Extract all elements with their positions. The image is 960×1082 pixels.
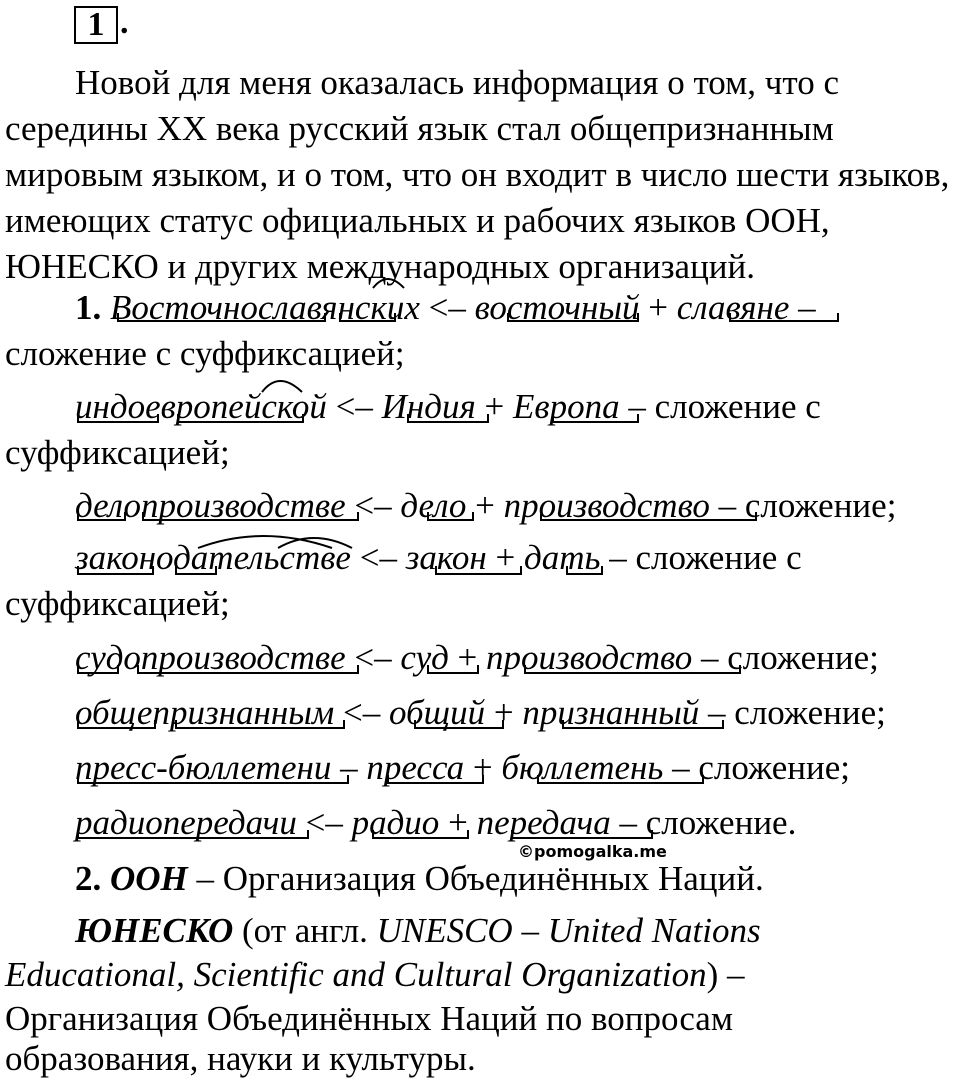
root-mark (512, 830, 652, 838)
item-continuation: сложение с суффиксацией; (5, 334, 405, 373)
unesco-def2: образования, науки и культуры. (5, 1039, 476, 1078)
tail: – сложение с (628, 387, 821, 426)
word-part2: дать (524, 538, 601, 577)
root-mark (176, 720, 344, 728)
root-mark (428, 665, 478, 673)
root-mark (563, 720, 723, 728)
suffix-mark (262, 381, 302, 392)
arrow: – (340, 748, 358, 787)
arrow: <– (335, 387, 373, 426)
arrow: <– (354, 486, 392, 525)
tail: – (798, 288, 816, 327)
root-mark (408, 414, 488, 422)
word-part2: производство (486, 638, 693, 677)
word-part2: бюллетень (501, 748, 664, 787)
root-mark (78, 720, 155, 728)
item-continuation: суффиксацией; (5, 433, 230, 472)
root-mark (567, 566, 602, 574)
word-part1: радио (351, 803, 440, 842)
plus: + (495, 538, 516, 577)
root-mark (78, 512, 125, 520)
arrow: <– (305, 803, 343, 842)
root-mark (143, 512, 358, 520)
plus: + (448, 803, 468, 842)
word-main: Восточнославянских (110, 288, 420, 327)
unesco-def1: Организация Объединённых Наций по вопросам (5, 999, 733, 1038)
plus: + (493, 693, 514, 732)
root-mark (388, 775, 483, 783)
word-part2: Европа (513, 387, 620, 426)
root-mark (78, 414, 158, 422)
word-main: делопроизводстве (75, 486, 346, 525)
tail: – сложение; (700, 638, 879, 677)
unesco-close: ) – (706, 955, 745, 994)
word-main: законодательстве (75, 538, 351, 577)
root-mark (178, 414, 303, 422)
word-part2: признанный (522, 693, 700, 732)
oon-term: ООН (110, 859, 188, 898)
root-mark (118, 313, 325, 321)
word-part1: восточный (474, 288, 640, 327)
plus: + (648, 288, 669, 327)
root-mark (78, 775, 348, 783)
root-mark (340, 313, 395, 321)
unesco-term: ЮНЕСКО (75, 911, 234, 950)
tail: – сложение; (718, 486, 897, 525)
word-main: судопроизводстве (75, 638, 346, 677)
word-part1: суд (400, 638, 449, 677)
root-mark (525, 665, 740, 673)
word-part1: Индия (381, 387, 476, 426)
root-mark (541, 512, 756, 520)
root-mark (428, 512, 473, 520)
word-part2: передача (476, 803, 611, 842)
watermark: ©pomogalka.me (518, 842, 667, 861)
tail: – сложение. (619, 803, 797, 842)
word-part2: славяне (676, 288, 790, 327)
root-mark (415, 720, 503, 728)
word-part1: дело (400, 486, 467, 525)
arrow: <– (359, 538, 397, 577)
word-part1: закон (405, 538, 487, 577)
item-continuation: суффиксацией; (5, 584, 230, 623)
arrow: <– (428, 288, 466, 327)
root-mark (78, 830, 308, 838)
intro-paragraph: Новой для меня оказалась информация о том, что с середины XX века русский язык стал общепризнанным мировым языком, и о том, что он входит в число шести языков, имеющих статус официальных и рабочих языков ООН, ЮНЕСКО и других международных организаций. (5, 63, 950, 286)
plus: + (475, 486, 495, 525)
unesco-en2: Educational, Scientific and Cultural Organization (5, 955, 707, 994)
root-mark (553, 414, 638, 422)
root-mark (508, 313, 638, 321)
plus: + (457, 638, 478, 677)
suffix-mark (373, 279, 404, 288)
oon-def: – Организация Объединённых Наций. (196, 859, 764, 898)
tail: – сложение; (708, 693, 886, 732)
arrow: <– (354, 638, 392, 677)
arrow: <– (343, 693, 381, 732)
root-mark (78, 566, 153, 574)
plus: + (484, 387, 505, 426)
morpheme-marks (78, 279, 838, 838)
unesco-open: (от англ. (242, 911, 368, 950)
root-mark (730, 313, 838, 321)
root-mark (176, 566, 216, 574)
unesco-en1: UNESCO – United Nations (376, 911, 761, 950)
word-part1: пресса (366, 748, 465, 787)
word-main: индоевропейской (75, 387, 327, 426)
word-main: общепризнанным (75, 693, 335, 732)
word-main: пресс-бюллетени (75, 748, 332, 787)
word-main: радиопередачи (75, 803, 297, 842)
root-mark (78, 665, 118, 673)
task-number-dot: . (120, 4, 129, 41)
section2-number: 2. (75, 859, 102, 898)
word-part2: производство (503, 486, 710, 525)
section1-number: 1. (75, 288, 102, 327)
tail: – сложение; (672, 748, 850, 787)
root-mark (138, 665, 358, 673)
word-part1: общий (389, 693, 486, 732)
tail: – сложение с (609, 538, 802, 577)
root-mark (373, 830, 468, 838)
plus: + (472, 748, 493, 787)
task-number: 1 (87, 6, 105, 43)
root-mark (538, 775, 703, 783)
root-mark (436, 566, 521, 574)
